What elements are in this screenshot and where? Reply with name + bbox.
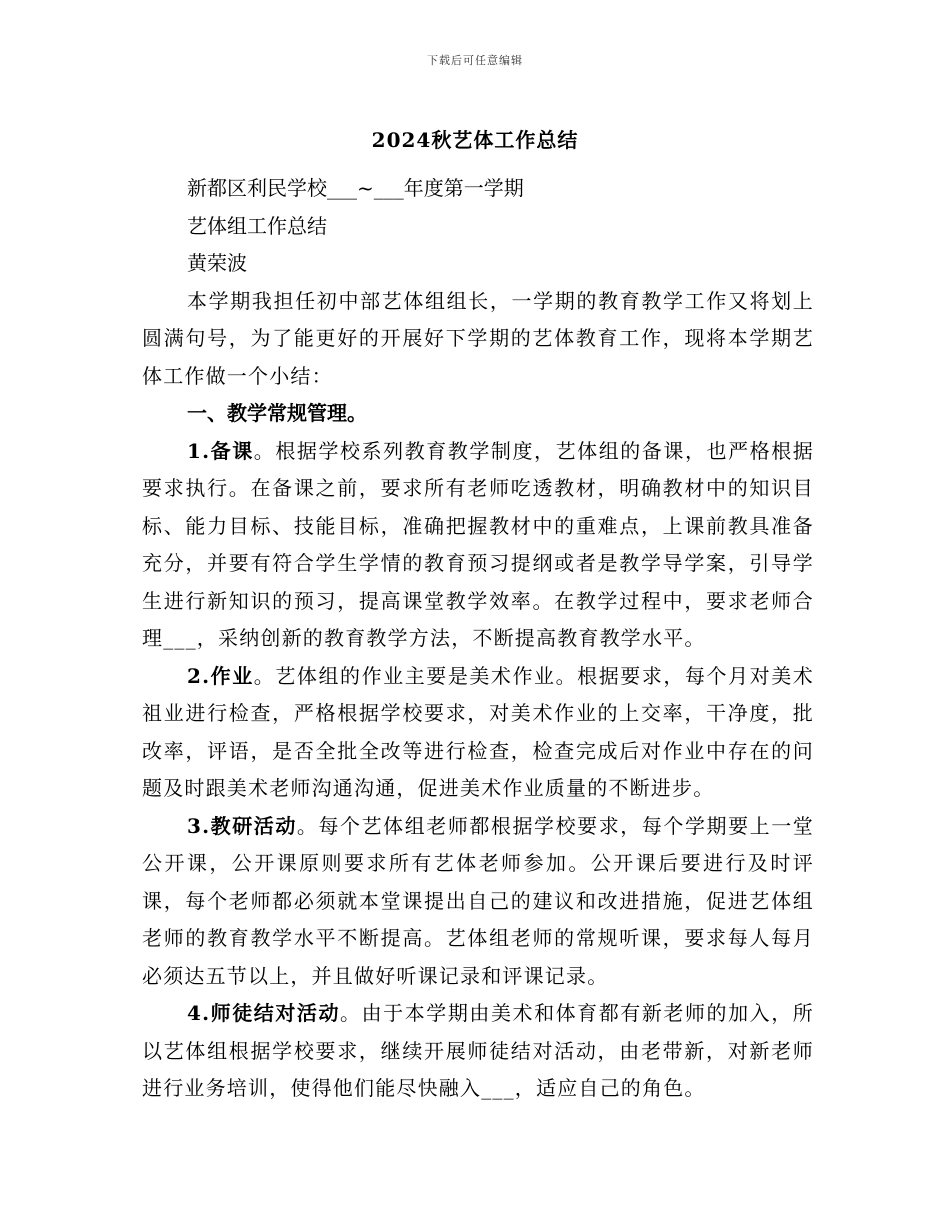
page-header-note: 下载后可任意编辑 xyxy=(427,54,523,67)
item-label: 1.备课 xyxy=(187,438,254,463)
item-text: 。每个艺体组老师都根据学校要求，每个学期要上一堂公开课，公开课原则要求所有艺体老师参加。公开课后要进行及时评课，每个老师都必须就本堂课提出自己的建议和改进措施，促进艺体组老师的教育教学水平不断提高。艺体组老师的常规听课，要求每人每月必须达五节以上，并且做好听课记录和评课记录。 xyxy=(142,813,814,988)
item-teaching-research xyxy=(142,808,814,996)
item-lesson-prep xyxy=(142,433,814,658)
item-text: 。根据学校系列教育教学制度，艺体组的备课，也严格根据要求执行。在备课之前，要求所有老师吃透教材，明确教材中的知识目标、能力目标、技能目标，准确把握教材中的重难点，上课前教具准备充分，并要有符合学生学情的教育预习提纲或者是教学导学案，引导学生进行新知识的预习，提高课堂教学效率。在教学过程中，要求老师合理___，采纳创新的教育教学方法，不断提高教育教学水平。 xyxy=(142,438,814,650)
opening-paragraph: 本学期我担任初中部艺体组组长，一学期的教育教学工作又将划上圆满句号，为了能更好的开展好下学期的艺体教育工作，现将本学期艺体工作做一个小结： xyxy=(142,288,814,388)
item-homework xyxy=(142,658,814,808)
author-name: 黄荣波 xyxy=(187,251,247,275)
school-term-line: 新都区利民学校___~___年度第一学期 xyxy=(187,176,524,200)
document-body xyxy=(142,170,814,1108)
item-label: 4.师徒结对活动 xyxy=(187,1001,341,1025)
item-text: 。由于本学期由美术和体育都有新老师的加入，所以艺体组根据学校要求，继续开展师徒结对活动，由老带新，对新老师进行业务培训，使得他们能尽快融入___，适应自己的角色。 xyxy=(142,1001,814,1100)
item-text: 。艺体组的作业主要是美术作业。根据要求，每个月对美术祖业进行检查，严格根据学校要求，对美术作业的上交率，干净度，批改率，评语，是否全批全改等进行检查，检查完成后对作业中存在的问题及时跟美术老师沟通沟通，促进美术作业质量的不断进步。 xyxy=(142,663,814,800)
document-title: 2024秋艺体工作总结 xyxy=(371,128,579,152)
item-label: 3.教研活动 xyxy=(187,813,297,838)
section-heading: 一、教学常规管理。 xyxy=(187,401,367,425)
report-subtitle: 艺体组工作总结 xyxy=(187,213,327,238)
item-label: 2.作业 xyxy=(187,663,254,688)
item-mentorship xyxy=(142,995,814,1108)
